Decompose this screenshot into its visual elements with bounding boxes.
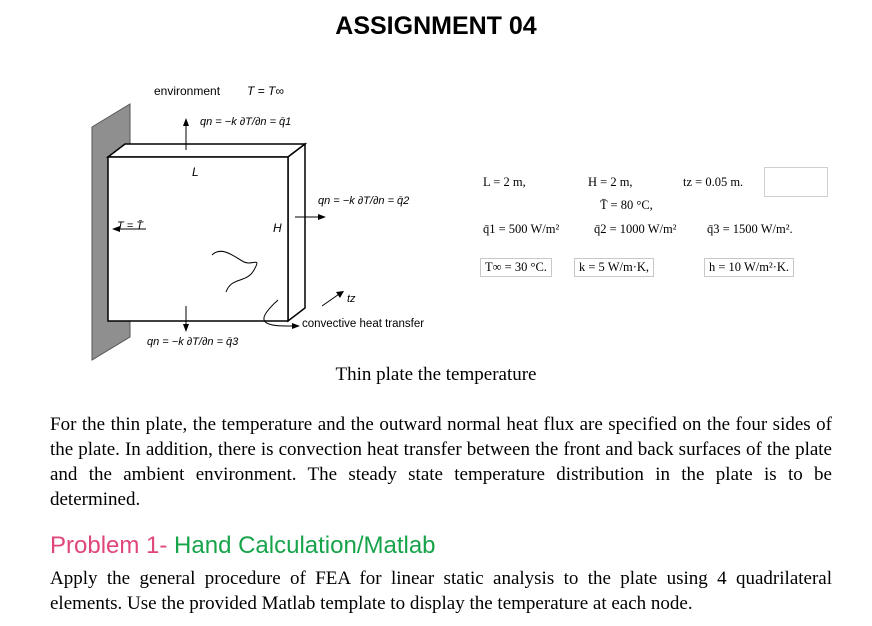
param-q1: q̄1 = 500 W/m² <box>483 222 560 236</box>
param-Tinf: T∞ = 30 °C. <box>480 258 552 277</box>
param-k: k = 5 W/m·K, <box>574 258 654 277</box>
plate-front-face <box>108 157 288 321</box>
param-tz: tz = 0.05 m. <box>683 175 744 189</box>
problem-heading <box>50 532 436 560</box>
plate-right-face <box>288 144 305 321</box>
flux2-label: qn = −k ∂T/∂n = q̄2 <box>318 195 410 207</box>
t-inf-label: T = T∞ <box>247 84 284 98</box>
flux1-label: qn = −k ∂T/∂n = q̄1 <box>200 116 292 128</box>
environment-label: environment <box>154 84 221 98</box>
H-label: H <box>273 221 282 235</box>
flux3-label: qn = −k ∂T/∂n = q̄3 <box>147 336 239 348</box>
param-q3: q̄3 = 1500 W/m². <box>707 222 793 236</box>
page-title: ASSIGNMENT 04 <box>335 12 537 40</box>
problem-name: Hand Calculation/Matlab <box>174 532 436 559</box>
param-Tbar: T̄ = 80 °C, <box>600 198 653 212</box>
figure-caption: Thin plate the temperature <box>335 364 537 385</box>
convective-label: convective heat transfer <box>302 318 425 330</box>
param-h: h = 10 W/m²·K. <box>704 258 794 277</box>
param-q2: q̄2 = 1000 W/m² <box>594 222 677 236</box>
plate-top-face <box>108 144 305 157</box>
param-L: L = 2 m, <box>483 175 526 189</box>
description-paragraph: For the thin plate, the temperature and the outward normal heat flux are specified on the four sides of the plate. In addition, there is convection heat transfer between the front and back surfaces of the plate and the ambient environment. The steady state temperature distribution in the plate is to be determined. <box>50 414 832 510</box>
problem-text: Apply the general procedure of FEA for linear static analysis to the plate using 4 quadrilateral elements. Use the provided Matlab template to display the temperature at each node. <box>50 568 832 614</box>
blank-box <box>764 167 828 197</box>
problem-prefix: Problem 1- <box>50 532 175 559</box>
L-label: L <box>192 165 199 179</box>
tz-label: tz <box>347 293 356 305</box>
t-bar-label: T = T̄ <box>117 220 143 232</box>
param-H: H = 2 m, <box>588 175 633 189</box>
